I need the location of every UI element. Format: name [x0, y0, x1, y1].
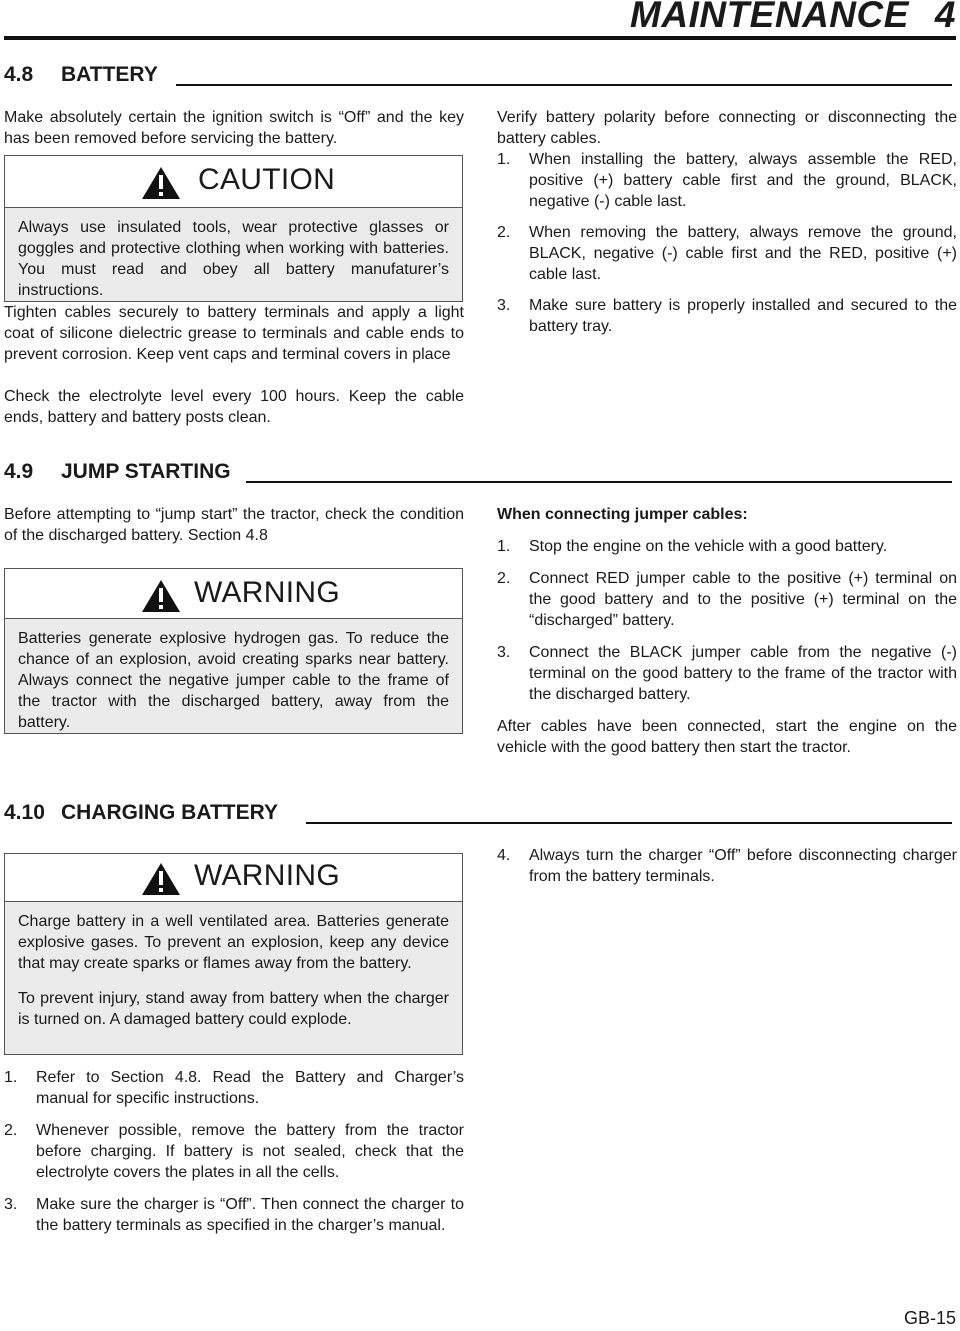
charging-steps-left [4, 1067, 464, 1236]
polarity-intro: Verify battery polarity before connecting or disconnecting the battery cables. [497, 109, 957, 147]
section-title: CHARGING BATTERY [61, 801, 278, 824]
chapter-header [630, 0, 956, 36]
caution-box [4, 155, 463, 302]
battery-maintenance-text: Tighten cables securely to battery terminals and apply a light coat of silicone dielectric grease to terminals and cable ends to prevent corrosion. Keep vent caps and terminal covers in place [4, 304, 464, 363]
chapter-title: MAINTENANCE [630, 0, 909, 35]
jump-after-text: After cables have been connected, start the engine on the vehicle with the good battery then start the tractor. [497, 718, 957, 756]
warning-box-charging [4, 853, 463, 1055]
warning-box-header [5, 854, 462, 902]
warning-box-header [5, 569, 462, 619]
list-item: 2. When removing the battery, always remove the ground, BLACK, negative (-) cable first and the RED, positive (+) cable last. [497, 224, 957, 283]
caution-box-header [5, 156, 462, 208]
header-rule [4, 36, 956, 40]
jumper-steps [497, 536, 957, 705]
list-item: 1. Refer to Section 4.8. Read the Battery and Charger’s manual for specific instructions. [4, 1069, 464, 1107]
section-number: 4.8 [4, 63, 34, 86]
list-item: 1. When installing the battery, always assemble the RED, positive (+) battery cable first and the ground, BLACK, negative (-) cable last. [497, 151, 957, 210]
page-code: GB-15 [903, 1308, 956, 1328]
warning-triangle-icon [141, 166, 181, 205]
warning-text: Batteries generate explosive hydrogen gas. To reduce the chance of an explosion, avoid creating sparks near battery. Always connect the negative jumper cable to the frame of the tractor with the discharged battery, away from the battery. [18, 630, 449, 731]
polarity-steps [497, 149, 957, 337]
jumper-steps-heading: When connecting jumper cables: [497, 506, 748, 523]
list-item: 2. Connect RED jumper cable to the positive (+) terminal on the good battery and to the positive (+) terminal on the “discharged” battery. [497, 570, 957, 629]
warning-text-injury: To prevent injury, stand away from battery when the charger is turned on. A damaged battery could explode. [18, 990, 449, 1028]
battery-electrolyte-text: Check the electrolyte level every 100 hours. Keep the cable ends, battery and battery posts clean. [4, 388, 464, 426]
warning-triangle-icon [141, 862, 181, 901]
section-number: 4.10 [4, 801, 45, 824]
section-rule [246, 481, 952, 483]
warning-label: WARNING [194, 576, 340, 609]
warning-triangle-icon [141, 579, 181, 618]
list-item: 3. Connect the BLACK jumper cable from the negative (-) terminal on the good battery to the frame of the tractor with the discharged battery. [497, 644, 957, 703]
list-item: 4. Always turn the charger “Off” before disconnecting charger from the battery terminals. [497, 847, 957, 885]
caution-text: Always use insulated tools, wear protective glasses or goggles and protective clothing when working with batteries. You must read and obey all battery manufaturer’s instructions. [18, 219, 449, 299]
list-item: 3. Make sure the charger is “Off”. Then connect the charger to the battery terminals as specified in the charger’s manual. [4, 1196, 464, 1234]
charging-steps-right [497, 845, 957, 887]
chapter-number: 4 [934, 0, 956, 35]
section-title: BATTERY [61, 63, 158, 86]
warning-text: Charge battery in a well ventilated area. Batteries generate explosive gases. To prevent an explosion, keep any device that may create sparks or flames away from the battery. [18, 913, 449, 972]
battery-intro: Make absolutely certain the ignition switch is “Off” and the key has been removed before servicing the battery. [4, 109, 464, 147]
section-number: 4.9 [4, 460, 34, 483]
list-item: 1. Stop the engine on the vehicle with a good battery. [497, 538, 888, 555]
section-rule [306, 822, 952, 824]
warning-label: WARNING [194, 859, 340, 892]
list-item: 3. Make sure battery is properly installed and secured to the battery tray. [497, 297, 957, 335]
section-rule [176, 84, 952, 86]
caution-label: CAUTION [198, 163, 336, 196]
list-item: 2. Whenever possible, remove the battery from the tractor before charging. If battery is not sealed, check that the electrolyte covers the plates in all the cells. [4, 1122, 464, 1181]
section-title: JUMP STARTING [61, 460, 231, 483]
jump-intro: Before attempting to “jump start” the tractor, check the condition of the discharged battery. Section 4.8 [4, 506, 464, 544]
warning-box-jump [4, 568, 463, 734]
